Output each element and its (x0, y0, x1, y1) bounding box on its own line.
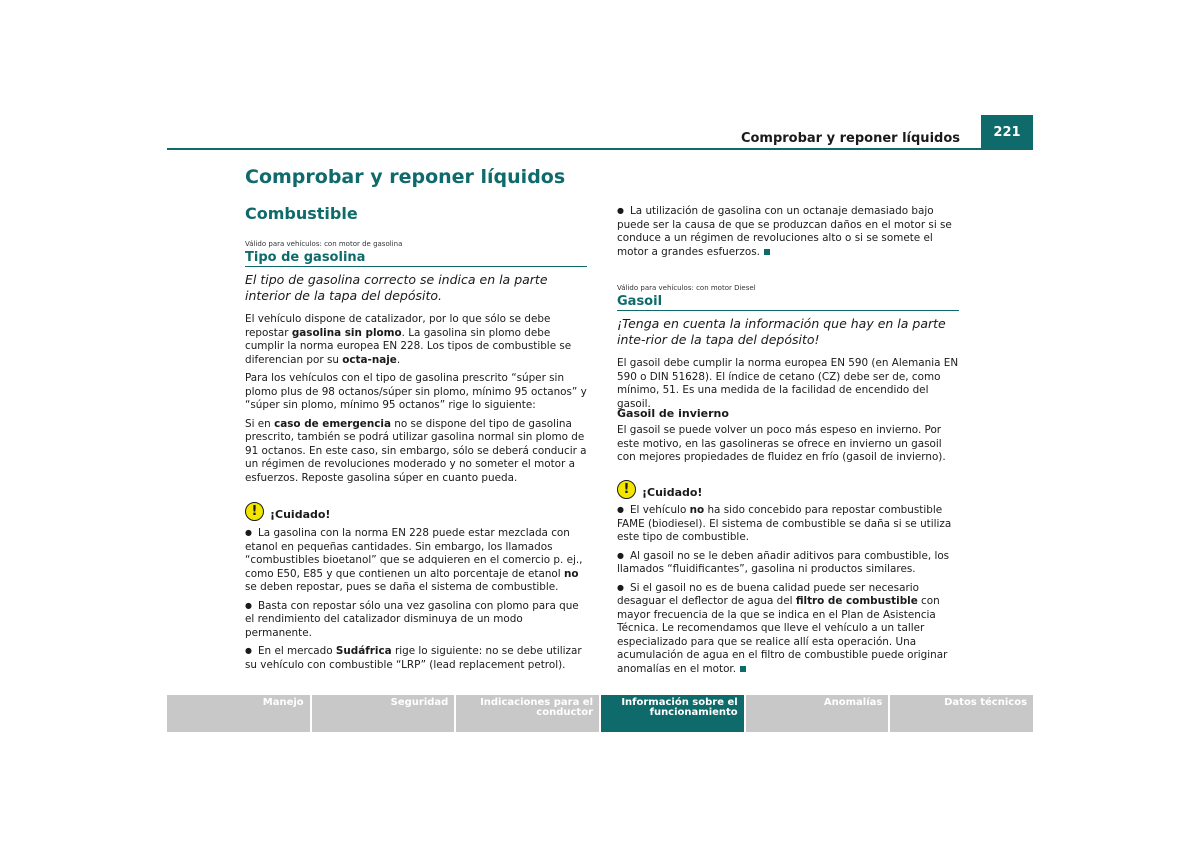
subsection-title-gasoil: Gasoil (617, 294, 959, 311)
validity-note-diesel: Válido para vehículos: con motor Diesel (617, 284, 756, 292)
lead-text-gasoline: El tipo de gasolina correcto se indica en la parte interior de la tapa del depósito. (245, 272, 548, 303)
paragraph-catalyst: El vehículo dispone de catalizador, por lo que sólo se debe repostar gasolina sin plomo. La gasolina sin plomo debe cumplir la norma europea EN 228. Los tipos de combustible se diferencian por su octa-naje. (245, 313, 572, 366)
tab-indicaciones[interactable]: Indicaciones para el conductor (456, 695, 599, 732)
caution-heading-right (617, 480, 702, 499)
page-title: Comprobar y reponer líquidos (245, 166, 566, 188)
winter-diesel-heading: Gasoil de invierno (617, 407, 729, 420)
caution-list-left (245, 527, 591, 677)
caution-bullet-low-octane: ● La utilización de gasolina con un octanaje demasiado bajo puede ser la causa de que se produzcan daños en el motor si se conduce a un régimen de revoluciones alto o si se somete el motor a grandes esfuerzos. (617, 205, 963, 259)
left-body (245, 313, 591, 490)
caution-label: ¡Cuidado! (270, 508, 331, 521)
caution-bullet-additives: ● Al gasoil no se le deben añadir aditivos para combustible, los llamados “fluidificantes”, gasolina ni productos similares. (617, 550, 963, 577)
header-rule (167, 148, 1033, 150)
tab-manejo[interactable]: Manejo (167, 695, 310, 732)
paragraph-emergency: Si en caso de emergencia no se dispone del tipo de gasolina prescrito, también se podrá utilizar gasolina normal sin plomo de 91 octanos. En este caso, sin embargo, sólo se deberá conducir a un régimen de revoluciones moderado y no someter el motor a esfuerzos. Reposte gasolina súper en cuanto pueda. (245, 417, 587, 484)
page-number: 221 (981, 115, 1033, 150)
tab-datos-tecnicos[interactable]: Datos técnicos (890, 695, 1033, 732)
paragraph-winter-diesel: El gasoil se puede volver un poco más espeso en invierno. Por este motivo, en las gasolineras se ofrece en invierno un gasoil con mejores propiedades de fluidez en frío (gasoil de invierno). (617, 424, 946, 463)
paragraph-octane-types: Para los vehículos con el tipo de gasolina prescrito “súper sin plomo plus de 98 octanos/súper sin plomo, mínimo 95 octanos” y “súper sin plomo, mínimo 95 octanos” rige lo siguiente: (245, 372, 587, 411)
caution-bullet-water-filter: ● Si el gasoil no es de buena calidad puede ser necesario desaguar el deflector de agua del filtro de combustible con mayor frecuencia de la que se indica en el Plan de Asistencia Técnica. Le recomendamos que lleve el vehículo a un taller especializado para que se realice allí esta operación. Una acumulación de agua en el filtro de combustible puede originar anomalías en el motor. (617, 582, 963, 677)
caution-bullet-leaded: ● Basta con repostar sólo una vez gasolina con plomo para que el rendimiento del catalizador disminuya de un modo permanente. (245, 600, 591, 641)
chapter-nav (167, 695, 1033, 732)
subsection-title-tipo-gasolina: Tipo de gasolina (245, 250, 587, 267)
tab-anomalias[interactable]: Anomalías (746, 695, 889, 732)
section-title-combustible: Combustible (245, 204, 358, 223)
section-end-mark (740, 666, 746, 672)
caution-bullet-south-africa: ● En el mercado Sudáfrica rige lo siguiente: no se debe utilizar su vehículo con combustible “LRP” (lead replacement petrol). (245, 645, 591, 672)
validity-note-gasoline: Válido para vehículos: con motor de gasolina (245, 240, 403, 248)
tab-informacion-funcionamiento[interactable]: Información sobre el funcionamiento (601, 695, 744, 732)
right-top-body (617, 205, 963, 264)
caution-bullet-ethanol: ● La gasolina con la norma EN 228 puede estar mezclada con etanol en pequeñas cantidades. Sin embargo, los llamados “combustibles bioetanol” que se adquieren en el comercio p. ej., como E50, E85 y que contienen un alto porcentaje de etanol no se deben repostar, pues se daña el sistema de combustible. (245, 527, 591, 595)
winter-diesel-body (617, 424, 963, 470)
caution-heading-left (245, 502, 330, 521)
warning-icon: ! (617, 480, 636, 499)
running-header-title: Comprobar y reponer líquidos (740, 131, 960, 146)
tab-seguridad[interactable]: Seguridad (312, 695, 455, 732)
warning-icon: ! (245, 502, 264, 521)
paragraph-en590: El gasoil debe cumplir la norma europea EN 590 (en Alemania EN 590 o DIN 51628). El índice de cetano (CZ) debe ser de, como mínimo, 51. Es una medida de la facilidad de encendido del gasoil. (617, 357, 959, 410)
section-end-mark (764, 249, 770, 255)
caution-list-right (617, 504, 963, 681)
lead-text-diesel: ¡Tenga en cuenta la información que hay en la parte inte-rior de la tapa del depósito! (617, 316, 946, 347)
caution-bullet-fame: ● El vehículo no ha sido concebido para repostar combustible FAME (biodiesel). El sistema de combustible se daña si se utiliza este tipo de combustible. (617, 504, 963, 545)
caution-label: ¡Cuidado! (642, 486, 703, 499)
